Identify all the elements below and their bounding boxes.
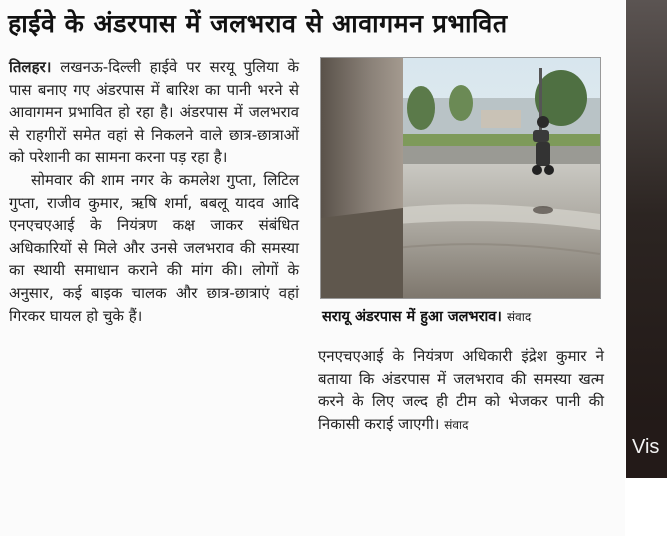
article-lead-text: लखनऊ-दिल्ली हाईवे पर सरयू पुलिया के पास बनाए गए अंडरपास में बारिश का पानी भरने से आवागमन प्रभावित हो रहा है। अंडरपास में जलभराव से राहगीरों समेत वहां से निकलने वाले छात्र-छात्राओं को परेशानी का सामना करना पड़ रहा है। xyxy=(9,58,299,167)
article-paragraph-2: सोमवार की शाम नगर के कमलेश गुप्ता, लिटिल गुप्ता, राजीव कुमार, ऋषि शर्मा, बबलू यादव आदि एनएचएआई के नियंत्रण कक्ष जाकर संबंधित अधिकारियों से मिले और उनसे जलभराव की समस्या का स्थायी समाधान कराने की मांग की। लोगों के अनुसार, कई बाइक चालक और छात्र-छात्राएं वहां गिरकर घायल हो चुके हैं। xyxy=(9,170,299,325)
article-headline: हाईवे के अंडरपास में जलभराव से आवागमन प्रभावित xyxy=(8,9,508,38)
photo-caption xyxy=(322,306,607,326)
article-left-column xyxy=(9,56,299,327)
article-paragraph-3-text: एनएचएआई के नियंत्रण अधिकारी इंद्रेश कुमार ने बताया कि अंडरपास में जलभराव की समस्या खत्म करने के लिए जल्द ही टीम को भेजकर पानी की निकासी कराई जाएगी। xyxy=(318,347,604,433)
background-side-panel xyxy=(626,0,667,478)
underpass-flooded-image xyxy=(321,58,600,298)
article-dateline: तिलहर। xyxy=(9,58,52,76)
article-paragraph-3 xyxy=(318,345,604,436)
article-right-column xyxy=(318,345,604,436)
article-lead-paragraph xyxy=(9,56,299,169)
photo-credit: संवाद xyxy=(506,310,532,324)
visit-label: Vis xyxy=(632,436,660,458)
photo-caption-text: सरायू अंडरपास में हुआ जलभराव। xyxy=(322,309,502,325)
underpass-photo xyxy=(320,57,601,299)
article-credit: संवाद xyxy=(444,417,469,432)
visit-banner[interactable] xyxy=(626,420,667,478)
